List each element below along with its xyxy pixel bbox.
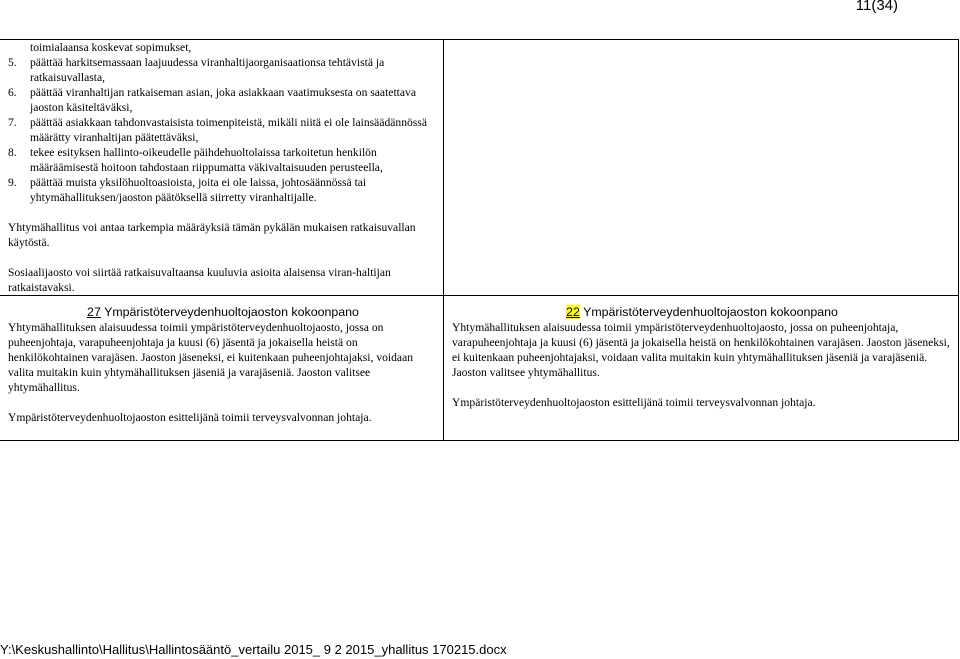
list-item: 5. päättää harkitsemassaan laajuudessa viranhaltijaorganisaationsa tehtävistä ja ratkaisuvallasta, xyxy=(8,56,385,84)
list-item: 6. päättää viranhaltijan ratkaiseman asian, joka asiakkaan vaatimuksesta on saatettava jaoston käsiteltäväksi, xyxy=(8,86,416,114)
comparison-table xyxy=(0,39,959,441)
section-heading xyxy=(452,305,952,320)
old-section-cell xyxy=(8,305,438,425)
section-title: Ympäristöterveydenhuoltojaoston kokoonpano xyxy=(583,305,838,319)
page-number: 11(34) xyxy=(855,0,898,14)
paragraph-authority: Yhtymähallitus voi antaa tarkempia määräyksiä tämän pykälän mukaisen ratkaisuvallan käytöstä. xyxy=(8,221,416,249)
section-body-presenter: Ympäristöterveydenhuoltojaoston esittelijänä toimii terveysvalvonnan johtaja. xyxy=(8,411,372,424)
row-divider xyxy=(0,295,958,296)
section-title: Ympäristöterveydenhuoltojaoston kokoonpano xyxy=(104,305,359,319)
list-item: 7. päättää asiakkaan tahdonvastaisista toimenpiteistä, mikäli niitä ei ole lainsäädännössä määrätty viranhaltijan päätettäväksi, xyxy=(8,116,427,144)
list-item: 9. päättää muista yksilöhuoltoasioista, joita ei ole laissa, johtosäännössä tai yhtymähallituksen/jaoston päätöksellä siirretty viranhaltijalle. xyxy=(8,176,367,204)
footer-file-path: Y:\Keskushallinto\Hallitus\Hallintosääntö_vertailu 2015_ 9 2 2015_yhallitus 170215.docx xyxy=(0,642,507,657)
column-divider xyxy=(443,40,444,440)
paragraph-delegation: Sosiaalijaosto voi siirtää ratkaisuvaltaansa kuuluvia asioita alaisensa viran-haltijan ratkaistavaksi. xyxy=(8,266,391,294)
new-section-cell xyxy=(452,305,952,410)
list-intro-fragment: toimialaansa koskevat sopimukset, xyxy=(30,41,192,54)
section-number: 27 xyxy=(87,305,101,319)
rules-cell xyxy=(8,40,438,295)
section-number-highlighted: 22 xyxy=(566,305,580,319)
section-heading xyxy=(8,305,438,320)
section-body: Yhtymähallituksen alaisuudessa toimii ympäristöterveydenhuoltojaosto, jossa on puheenjohtaja, varapuheenjohtaja ja kuusi (6) jäsentä ja jokaisella heistä on henkilökohtainen varajäsen. Jaoston jäseneksi, ei kuitenkaan puheenjohtajaksi, voidaan valita muitakin kuin yhtymähallituksen jäseniä ja varajäseniä. Jaoston valitsee yhtymähallitus. xyxy=(8,321,414,394)
section-body-presenter: Ympäristöterveydenhuoltojaoston esittelijänä toimii terveysvalvonnan johtaja. xyxy=(452,396,816,409)
section-body: Yhtymähallituksen alaisuudessa toimii ympäristöterveydenhuoltojaosto, jossa on puheenjohtaja, varapuheenjohtaja ja kuusi (6) jäsentä ja jokaisella heistä on henkilökohtainen varajäsen. Jaoston jäseneksi, ei kuitenkaan puheenjohtajaksi, voidaan valita muitakin kuin yhtymähallituksen jäseniä ja varajäseniä. Jaoston valitsee yhtymähallitus. xyxy=(452,321,950,379)
list-item: 8. tekee esityksen hallinto-oikeudelle päihdehuoltolaissa tarkoitetun henkilön määräämisestä hoitoon tahdostaan riippumatta väkivaltaisuuden perusteella, xyxy=(8,146,383,174)
decision-list xyxy=(8,55,438,205)
